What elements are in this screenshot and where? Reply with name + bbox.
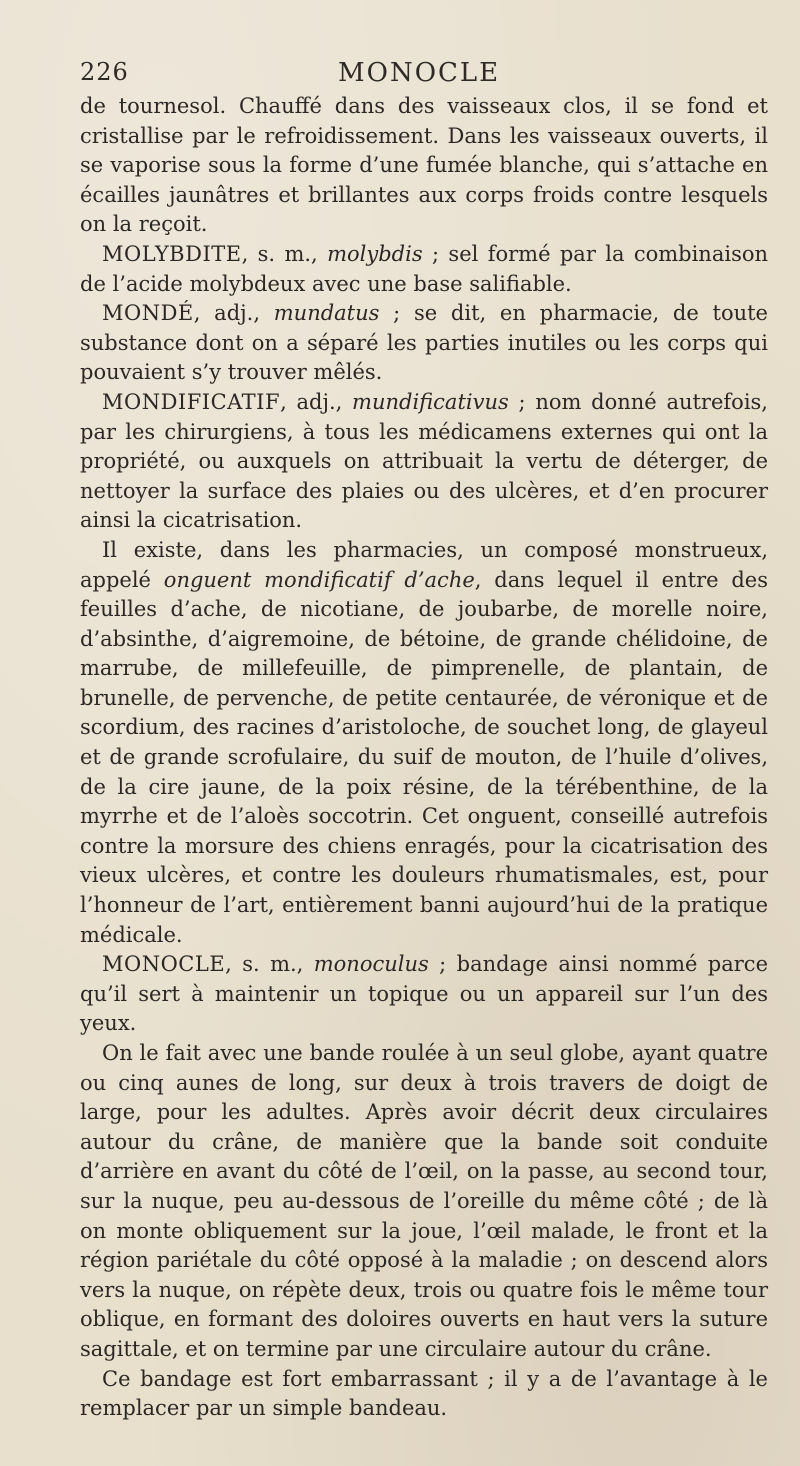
entry-pos: , s. m., bbox=[225, 952, 314, 977]
page-number: 226 bbox=[80, 58, 129, 86]
paragraph-text: Ce bandage est fort embarrassant ; il y a de l’avantage à le remplacer par un simple bandeau. bbox=[80, 1366, 768, 1421]
paragraph-text-after: , dans lequel il entre des feuilles d’ache, de nicotiane, de joubarbe, de morelle noire, d’absinthe, d’aigremoine, de bétoine, de grande chélidoine, de marrube, de millefeuille, de pimprenelle, de plantain, de brunelle, de pervenche, de petite centaurée, de véronique et de scordium, des racines d’aristoloche, de souchet long, de glayeul et de grande scrofulaire, du suif de mouton, de l’huile d’olives, de la cire jaune, de la poix résine, de la térébenthine, de la myrrhe et de l’aloès soccotrin. Cet onguent, conseillé autrefois contre la morsure des chiens enragés, pour la cicatrisation des vieux ulcères, et contre les douleurs rhumatismales, est, pour l’honneur de l’art, entièrement banni aujourd’hui de la pratique médicale. bbox=[80, 567, 769, 947]
entry-headword: MONDÉ bbox=[102, 301, 194, 326]
entry-headword: MONDIFICATIF bbox=[102, 389, 281, 414]
paragraph-continuation bbox=[80, 92, 768, 240]
entry-definition: ; sel formé par la combinaison de l’acide molybdeux avec une base salifiable. bbox=[80, 241, 769, 296]
entry-molybdite bbox=[80, 240, 768, 299]
entry-monocle bbox=[80, 950, 768, 1039]
paragraph-onguent bbox=[80, 536, 768, 950]
entry-pos: , adj., bbox=[280, 389, 353, 414]
entry-latin: molybdis bbox=[327, 241, 423, 266]
running-title: MONOCLE bbox=[338, 58, 501, 88]
paragraph-italic: onguent mondificatif d’ache bbox=[163, 567, 475, 592]
entry-mondificatif bbox=[80, 388, 768, 536]
entry-headword: MOLYBDITE bbox=[102, 241, 242, 266]
entry-pos: , s. m., bbox=[241, 241, 328, 266]
entry-pos: , adj., bbox=[193, 301, 274, 326]
page-header bbox=[80, 58, 780, 94]
entry-latin: mundificativus bbox=[352, 389, 509, 414]
paragraph-text: de tournesol. Chauffé dans des vaisseaux clos, il se fond et cristallise par le refroidissement. Dans les vaisseaux ouverts, il se vaporise sous la forme d’une fumée blanche, qui s’attache en écailles jaunâtres et brillantes aux corps froids contre lesquels on la reçoit. bbox=[80, 94, 768, 237]
entry-latin: mundatus bbox=[273, 301, 380, 326]
paragraph-bandage-method bbox=[80, 1039, 768, 1365]
paragraph-text-before: Il existe, dans les pharmacies, un composé monstrueux, appelé bbox=[80, 537, 768, 592]
entry-monde bbox=[80, 299, 768, 388]
entry-latin: monoculus bbox=[313, 952, 429, 977]
entry-definition: ; nom donné autrefois, par les chirurgiens, à tous les médicamens externes qui ont la propriété, ou auxquels on attribuait la vertu de déterger, de nettoyer la surface des plaies ou des ulcères, et d’en procurer ainsi la cicatrisation. bbox=[80, 389, 768, 533]
entry-definition: ; se dit, en pharmacie, de toute substance dont on a séparé les parties inutiles ou les corps qui pouvaient s’y trouver mêlés. bbox=[80, 301, 768, 385]
entry-headword: MONOCLE bbox=[102, 952, 226, 977]
entry-definition: ; bandage ainsi nommé parce qu’il sert à maintenir un topique ou un appareil sur l’un des yeux. bbox=[80, 952, 768, 1036]
paragraph-bandage-note bbox=[80, 1365, 768, 1424]
paragraph-text: On le fait avec une bande roulée à un seul globe, ayant quatre ou cinq aunes de long, sur deux à trois travers de doigt de large, pour les adultes. Après avoir décrit deux circulaires autour du crâne, de manière que la bande soit conduite d’arrière en avant du côté de l’œil, on la passe, au second tour, sur la nuque, peu au-dessous de l’oreille du même côté ; de là on monte obliquement sur la joue, l’œil malade, le front et la région pariétale du côté opposé à la maladie ; on descend alors vers la nuque, on répète deux, trois ou quatre fois le même tour oblique, en formant des doloires ouverts en haut vers la suture sagittale, et on termine par une circulaire autour du crâne. bbox=[80, 1041, 768, 1361]
body-text bbox=[80, 92, 768, 1424]
